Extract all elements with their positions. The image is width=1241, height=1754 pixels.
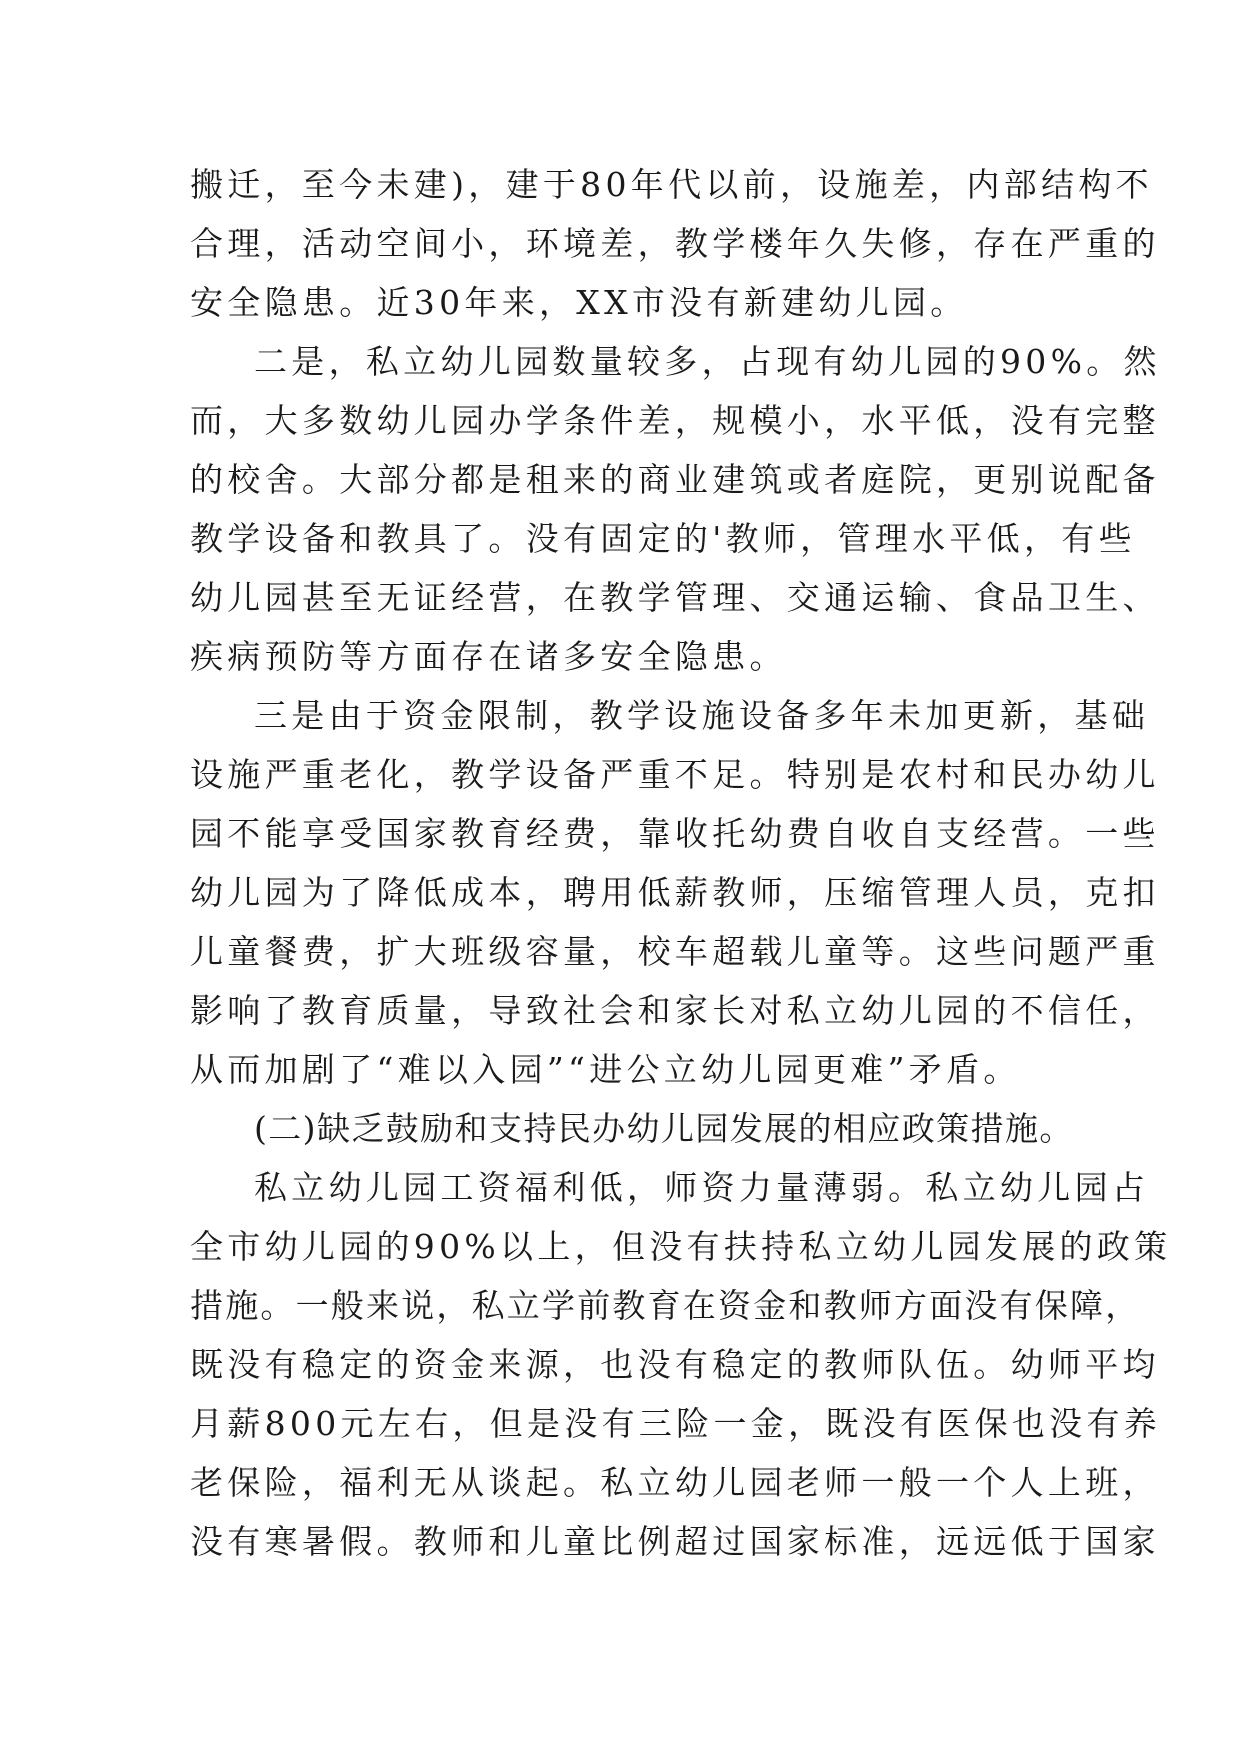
text-line: 从而加剧了“难以入园”“进公立幼儿园更难”矛盾。 bbox=[190, 1050, 1021, 1089]
text-line: 教学设备和教具了。没有固定的'教师，管理水平低，有些 bbox=[190, 519, 1136, 558]
text-line: 而，大多数幼儿园办学条件差，规模小，水平低，没有完整 bbox=[190, 401, 1160, 440]
text-line: 月薪800元左右，但是没有三险一金，既没有医保也没有养 bbox=[190, 1404, 1162, 1443]
text-line: 既没有稳定的资金来源，也没有稳定的教师队伍。幼师平均 bbox=[190, 1345, 1160, 1384]
text-line: 的校舍。大部分都是租来的商业建筑或者庭院，更别说配备 bbox=[190, 460, 1160, 499]
paragraph-start-line: 私立幼儿园工资福利低，师资力量薄弱。私立幼儿园占 bbox=[254, 1168, 1150, 1207]
paragraph-start-line: 二是，私立幼儿园数量较多，占现有幼儿园的90%。然 bbox=[254, 342, 1161, 381]
text-line: 全市幼儿园的90%以上，但没有扶持私立幼儿园发展的政策 bbox=[190, 1227, 1172, 1266]
text-line: 老保险，福利无从谈起。私立幼儿园老师一般一个人上班， bbox=[190, 1463, 1160, 1502]
paragraph-start-line: 三是由于资金限制，教学设施设备多年未加更新，基础 bbox=[254, 696, 1150, 735]
text-line: 措施。一般来说，私立学前教育在资金和教师方面没有保障， bbox=[190, 1286, 1141, 1325]
text-line: 园不能享受国家教育经费，靠收托幼费自收自支经营。一些 bbox=[190, 814, 1160, 853]
text-line: 安全隐患。近30年来，XX市没有新建幼儿园。 bbox=[190, 283, 968, 322]
text-line: 没有寒暑假。教师和儿童比例超过国家标准，远远低于国家 bbox=[190, 1522, 1160, 1561]
text-line: 设施严重老化，教学设备严重不足。特别是农村和民办幼儿 bbox=[190, 755, 1160, 794]
text-line: 幼儿园为了降低成本，聘用低薪教师，压缩管理人员，克扣 bbox=[190, 873, 1160, 912]
text-line: 幼儿园甚至无证经营，在教学管理、交通运输、食品卫生、 bbox=[190, 578, 1160, 617]
text-line: 搬迁，至今未建)，建于80年代以前，设施差，内部结构不 bbox=[190, 165, 1153, 204]
text-line: 儿童餐费，扩大班级容量，校车超载儿童等。这些问题严重 bbox=[190, 932, 1160, 971]
text-line: 疾病预防等方面存在诸多安全隐患。 bbox=[190, 637, 787, 676]
text-line: 合理，活动空间小，环境差，教学楼年久失修，存在严重的 bbox=[190, 224, 1160, 263]
body-text bbox=[190, 155, 1172, 1571]
text-line: 影响了教育质量，导致社会和家长对私立幼儿园的不信任， bbox=[190, 991, 1160, 1030]
section-heading: (二)缺乏鼓励和支持民办幼儿园发展的相应政策措施。 bbox=[254, 1109, 1074, 1148]
